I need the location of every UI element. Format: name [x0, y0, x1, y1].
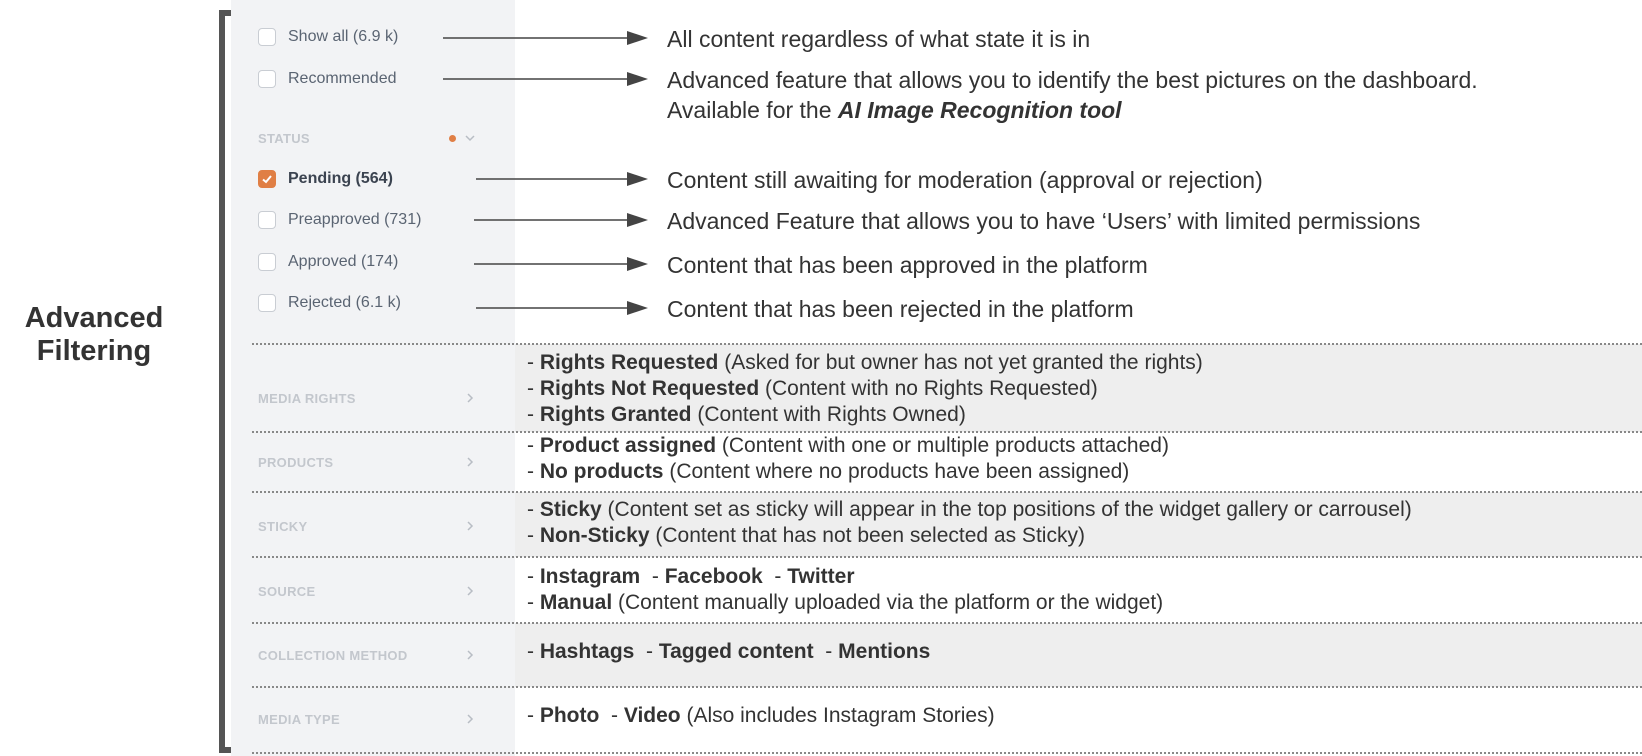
- status-section-header[interactable]: [258, 128, 476, 148]
- detail-media-rights: [527, 350, 1203, 428]
- detail-term: Rights Not Requested: [539, 377, 760, 400]
- detail-note: (Also includes Instagram Stories): [686, 704, 995, 727]
- detail-term: Photo: [539, 704, 600, 727]
- separator: [252, 752, 1642, 754]
- detail-line: - Rights Not Requested (Content with no Rights Requested): [527, 377, 1098, 400]
- detail-line: - Rights Granted (Content with Rights Owned): [527, 403, 966, 426]
- annotation-preapproved: Advanced Feature that allows you to have ‘Users’ with limited permissions: [667, 208, 1421, 234]
- checkbox[interactable]: [258, 253, 276, 271]
- filter-recommended[interactable]: [258, 66, 397, 92]
- detail-products: [527, 433, 1169, 485]
- detail-line: - Manual (Content manually uploaded via the platform or the widget): [527, 591, 1164, 614]
- detail-line: - Hashtags - Tagged content - Mentions: [527, 640, 931, 663]
- detail-source: [527, 564, 1163, 616]
- detail-term: Mentions: [838, 640, 931, 663]
- detail-line: - Rights Requested (Asked for but owner has not yet granted the rights): [527, 351, 1203, 374]
- separator: [252, 491, 1642, 493]
- chevron-right-icon: [464, 585, 476, 597]
- annotation-show-all: All content regardless of what state it is in: [667, 26, 1091, 52]
- filter-label: Rejected (6.1 k): [288, 294, 401, 311]
- annotation-rejected: Content that has been rejected in the platform: [667, 296, 1134, 322]
- filter-panel: [231, 0, 515, 756]
- arrow-right-icon: [474, 212, 648, 228]
- annotation-pending: Content still awaiting for moderation (approval or rejection): [667, 167, 1263, 193]
- detail-term: Twitter: [787, 565, 855, 588]
- detail-term: Hashtags: [539, 640, 635, 663]
- advanced-filtering-title: [0, 302, 188, 368]
- detail-media-type: [527, 703, 995, 729]
- filter-preapproved[interactable]: [258, 207, 421, 233]
- arrow-right-icon: [476, 300, 648, 316]
- arrow-right-icon: [474, 256, 648, 272]
- filter-rejected[interactable]: [258, 290, 401, 316]
- detail-line: - Instagram - Facebook - Twitter: [527, 565, 855, 588]
- checkbox[interactable]: [258, 211, 276, 229]
- chevron-right-icon: [464, 456, 476, 468]
- chevron-right-icon: [464, 713, 476, 725]
- chevron-down-icon[interactable]: [464, 132, 476, 144]
- detail-line: - Non-Sticky (Content that has not been selected as Sticky): [527, 524, 1085, 547]
- detail-term: Rights Requested: [539, 351, 719, 374]
- separator: [252, 622, 1642, 624]
- checkbox[interactable]: [258, 28, 276, 46]
- separator: [252, 343, 1642, 345]
- detail-term: Sticky: [539, 498, 602, 521]
- filter-pending[interactable]: [258, 166, 393, 192]
- section-label: MEDIA TYPE: [258, 711, 340, 727]
- detail-term: Tagged content: [658, 640, 814, 663]
- section-media-rights[interactable]: [258, 388, 476, 408]
- title-line-2: Filtering: [36, 335, 152, 367]
- filter-label: Show all (6.9 k): [288, 28, 399, 45]
- filter-show-all[interactable]: [258, 24, 398, 50]
- detail-term: Rights Granted: [539, 403, 692, 426]
- section-label: SOURCE: [258, 583, 316, 599]
- detail-collection-method: [527, 639, 930, 665]
- detail-note: (Content with Rights Owned): [697, 403, 966, 426]
- annotation-recommended-tool: [667, 95, 1122, 125]
- detail-term: Instagram: [539, 565, 641, 588]
- section-sticky[interactable]: [258, 516, 476, 536]
- detail-line: - Photo - Video (Also includes Instagram Stories): [527, 704, 995, 727]
- chevron-right-icon: [464, 392, 476, 404]
- detail-term: Video: [623, 704, 681, 727]
- detail-term: Non-Sticky: [539, 524, 650, 547]
- section-label: STICKY: [258, 518, 308, 534]
- arrow-right-icon: [443, 71, 648, 87]
- detail-term: No products: [539, 460, 664, 483]
- section-label: COLLECTION METHOD: [258, 647, 408, 663]
- filter-label: Recommended: [288, 70, 397, 87]
- detail-note: (Content where no products have been assigned): [669, 460, 1130, 483]
- detail-note: (Asked for but owner has not yet granted the rights): [724, 351, 1203, 374]
- filter-label: Preapproved (731): [288, 211, 422, 228]
- title-line-1: Advanced: [24, 302, 164, 334]
- section-media-type[interactable]: [258, 709, 476, 729]
- annotation-recommended: [667, 65, 1478, 95]
- active-filter-dot-icon: [449, 135, 456, 142]
- filter-approved[interactable]: [258, 249, 398, 275]
- section-label: STATUS: [258, 130, 310, 146]
- section-collection-method[interactable]: [258, 645, 476, 665]
- detail-term: Facebook: [664, 565, 763, 588]
- arrow-right-icon: [476, 171, 648, 187]
- detail-term: Manual: [539, 591, 613, 614]
- checkbox[interactable]: [258, 294, 276, 312]
- detail-term: Product assigned: [539, 434, 717, 457]
- chevron-right-icon: [464, 520, 476, 532]
- annotation-line: Available for the: [667, 97, 838, 123]
- detail-note: (Content with no Rights Requested): [765, 377, 1098, 400]
- chevron-right-icon: [464, 649, 476, 661]
- detail-line: - No products (Content where no products have been assigned): [527, 460, 1130, 483]
- detail-note: (Content set as sticky will appear in the top positions of the widget gallery or carrousel): [607, 498, 1412, 521]
- detail-note: (Content with one or multiple products attached): [721, 434, 1169, 457]
- detail-note: (Content manually uploaded via the platform or the widget): [618, 591, 1164, 614]
- separator: [252, 556, 1642, 558]
- filter-label: Approved (174): [288, 253, 399, 270]
- section-label: PRODUCTS: [258, 454, 334, 470]
- filter-label: Pending (564): [288, 170, 393, 187]
- ai-tool-name: AI Image Recognition tool: [837, 97, 1122, 123]
- annotation-line: Advanced feature that allows you to identify the best pictures on the dashboard.: [667, 67, 1478, 93]
- checkbox-checked[interactable]: [258, 170, 276, 188]
- detail-note: (Content that has not been selected as Sticky): [655, 524, 1085, 547]
- checkbox[interactable]: [258, 70, 276, 88]
- checkmark-icon: [261, 173, 273, 185]
- section-source[interactable]: [258, 581, 476, 601]
- section-products[interactable]: [258, 452, 476, 472]
- detail-line: - Sticky (Content set as sticky will appear in the top positions of the widget gallery or carrousel): [527, 498, 1412, 521]
- arrow-right-icon: [443, 30, 648, 46]
- section-label: MEDIA RIGHTS: [258, 390, 356, 406]
- detail-sticky: [527, 497, 1412, 549]
- detail-line: - Product assigned (Content with one or multiple products attached): [527, 434, 1169, 457]
- separator: [252, 686, 1642, 688]
- annotation-approved: Content that has been approved in the platform: [667, 252, 1148, 278]
